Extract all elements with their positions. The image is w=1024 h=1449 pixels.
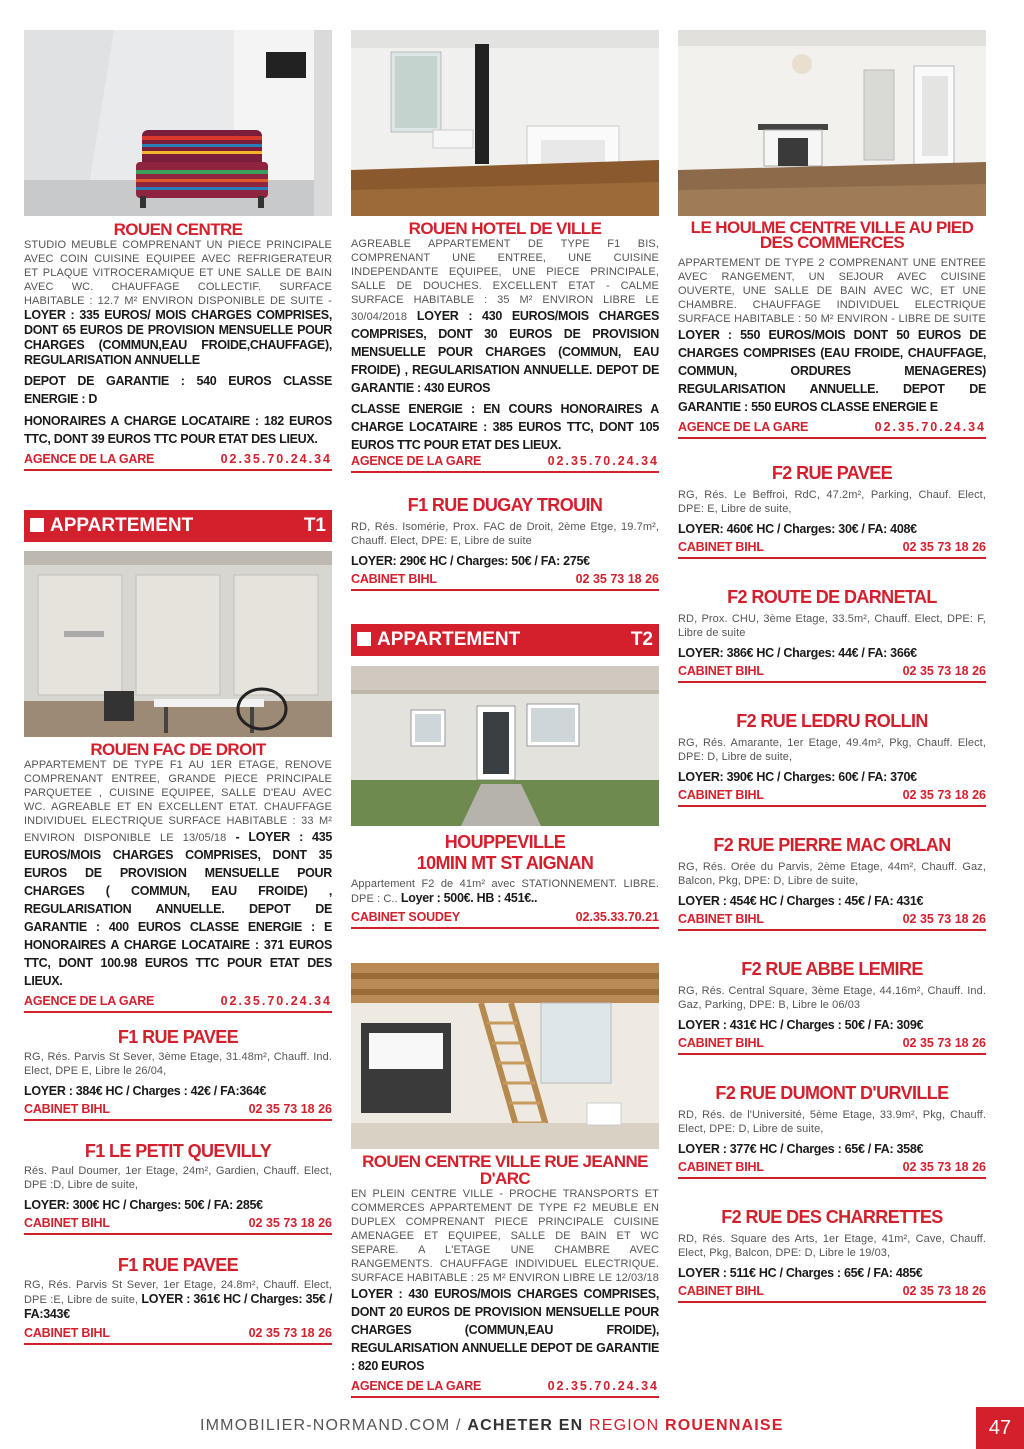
agency-phone[interactable]: 02 35 73 18 26 [575, 572, 659, 586]
agency-row [351, 1379, 659, 1398]
section-banner-t1 [24, 510, 332, 542]
agency-phone[interactable]: 02 35 73 18 26 [902, 1036, 986, 1050]
listing-desc-text: Appartement F2 de 41m² avec STATIONNEMENT. LIBRE. DPE : C.. [351, 878, 659, 905]
agency-row [24, 1216, 332, 1235]
listing-description: RG, Rés. Le Beffroi, RdC, 47.2m², Parking, Chauf. Elect, DPE: E, Libre de suite, [678, 489, 986, 515]
photo-rouen-hotel [351, 30, 659, 216]
agency-row [351, 910, 659, 929]
listing-loyer: - LOYER : 435 EUROS/MOIS CHARGES COMPRISES, DONT 35 EUROS DE PROVISION MENSUELLE POUR CHARGES ( COMMUN, EAU FROIDE) , REGULARISATION ANNUELLE. DEPOT DE GARANTIE : 400 EUROS CLASSE ENERGIE : E HONORAIRES A CHARGE LOCATAIRE : 371 EUROS TTC, DONT 100.98 EUROS TTC POUR ETAT DES LIEUX. [24, 830, 332, 988]
agency-name: CABINET BIHL [678, 1160, 764, 1174]
listing-desc-text: APPARTEMENT DE TYPE F1 AU 1ER ETAGE, RENOVE COMPRENANT ENTREE, GRANDE PIECE PRINCIPALE PARQUETEE , CUISINE EQUIPEE, SALLE D'EAU AVEC WC. AGREABLE ET EN EXCELLENT ETAT. CHAUFFAGE INDIVIDUEL ELECTRIQUE SURFACE HABITABLE : 33 M² ENVIRON DISPONIBLE LE 13/05/18 [24, 759, 332, 844]
footer-text [200, 1417, 784, 1435]
listing-desc-text: AGREABLE APPARTEMENT DE TYPE F1 BIS, COMPRENANT UNE ENTREE, UNE CUISINE INDEPENDANTE EQUIPEE, UNE PIECE PRINCIPALE, SALLE DE DOUCHES. EXCELLENT ETAT - CALME SURFACE HABITABLE : 35 M² ENVIRON LIBRE LE 30/04/2018 [351, 238, 659, 323]
listing-price: LOYER : 454€ HC / Charges : 45€ / FA: 431€ [678, 894, 924, 908]
footer-separator: / [450, 1417, 468, 1434]
agency-row [351, 454, 659, 473]
listing-title: F1 RUE PAVEE [117, 1255, 239, 1275]
agency-row [678, 664, 986, 683]
listing-title: F2 RUE DES CHARRETTES [721, 1207, 943, 1227]
listing-honoraires: HONORAIRES A CHARGE LOCATAIRE : 182 EUROS TTC, DONT 39 EUROS TTC POUR ETAT DES LIEUX. [24, 414, 332, 446]
listing-price: LOYER: 290€ HC / Charges: 50€ / FA: 275€ [351, 554, 590, 568]
listing-description [24, 238, 332, 368]
square-icon [357, 632, 371, 646]
photo-houppeville [351, 666, 659, 826]
listing-title: HOUPPEVILLE [444, 832, 566, 852]
column-3 [678, 30, 986, 1303]
photo-houlme [678, 30, 986, 216]
agency-row [678, 912, 986, 931]
listing-price: LOYER: 460€ HC / Charges: 30€ / FA: 408€ [678, 522, 917, 536]
footer-rouennaise: ROUENNAISE [665, 1417, 784, 1434]
listing-price: LOYER: 390€ HC / Charges: 60€ / FA: 370€ [678, 770, 917, 784]
listing-title: ROUEN CENTRE VILLE RUE JEANNE D'ARC [362, 1152, 648, 1188]
photo-rouen-centre [24, 30, 332, 216]
footer-site-link[interactable]: IMMOBILIER-NORMAND.COM [200, 1417, 451, 1434]
listing-title: ROUEN FAC DE DROIT [90, 740, 266, 759]
duplex-staircase-image [351, 963, 659, 1149]
listing-price: LOYER : 377€ HC / Charges : 65€ / FA: 358€ [678, 1142, 924, 1156]
building-exterior-image [351, 666, 659, 826]
listing-price: LOYER : 511€ HC / Charges : 65€ / FA: 485€ [678, 1266, 923, 1280]
listing-description [24, 758, 332, 990]
agency-row [678, 540, 986, 559]
agency-phone[interactable]: 02 35 73 18 26 [248, 1216, 332, 1230]
listing-title: ROUEN HOTEL DE VILLE [408, 219, 602, 238]
listing-description: Rés. Paul Doumer, 1er Etage, 24m², Gardien, Chauff. Elect, DPE :D, Libre de suite, [24, 1165, 332, 1191]
agency-name: CABINET BIHL [24, 1102, 110, 1116]
agency-phone[interactable]: 02 35 73 18 26 [902, 664, 986, 678]
agency-row [24, 1102, 332, 1121]
agency-name: CABINET BIHL [678, 912, 764, 926]
photo-fac-droit [24, 551, 332, 737]
agency-name: AGENCE DE LA GARE [678, 420, 809, 434]
listing-loyer: LOYER : 335 EUROS/ MOIS CHARGES COMPRISES, DONT 65 EUROS DE PROVISION MENSUELLE POUR CHARGES (COMMUN,EAU FROIDE,CHAUFFAGE), REGULARISATION ANNUELLE [24, 308, 332, 367]
agency-name: CABINET BIHL [678, 540, 764, 554]
listing-desc-text: STUDIO MEUBLE COMPRENANT UN PIECE PRINCIPALE AVEC COIN CUISINE EQUIPEE AVEC REFRIGERATEUR ET PLAQUE VITROCERAMIQUE ET UNE SALLE DE BAIN AVEC WC. CHAUFFAGE COLLECTIF. SURFACE HABITABLE : 12.7 M² ENVIRON DISPONIBLE DE SUITE - [24, 239, 332, 307]
agency-name: AGENCE DE LA GARE [24, 994, 155, 1008]
room-fireplace-doors-image [678, 30, 986, 216]
listing-description [24, 1278, 332, 1322]
room-with-table-image [24, 551, 332, 737]
agency-row [24, 452, 332, 471]
listing-description: RD, Rés. Square des Arts, 1er Etage, 41m², Cave, Chauff. Elect, Pkg, Balcon, DPE: D, Libre le 19/03, [678, 1233, 986, 1259]
agency-row [678, 1284, 986, 1303]
agency-name: CABINET BIHL [24, 1216, 110, 1230]
agency-name: CABINET SOUDEY [351, 910, 461, 924]
listing-description [351, 877, 659, 906]
listing-description [351, 1187, 659, 1375]
listing-desc-text: EN PLEIN CENTRE VILLE - PROCHE TRANSPORTS ET COMMERCES APPARTEMENT DE TYPE F2 MEUBLE EN DUPLEX COMPRENANT PIECE PRINCIPALE CUISINE AMENAGEE ET EQUIPEE, SALLE DE BAIN ET WC SEPARE. A L'ETAGE UNE CHAMBRE AVEC RANGEMENTS. CHAUFFAGE INDIVIDUEL ELECTRIQUE. SURFACE HABITABLE : 25 M² ENVIRON LIBRE LE 12/03/18 [351, 1188, 659, 1284]
agency-row [678, 1160, 986, 1179]
agency-row [678, 1036, 986, 1055]
listing-title: F1 RUE PAVEE [117, 1027, 239, 1047]
listing-title: ROUEN CENTRE [113, 220, 243, 239]
listing-title: F1 LE PETIT QUEVILLY [84, 1141, 272, 1161]
agency-name: AGENCE DE LA GARE [351, 454, 482, 468]
agency-row [678, 420, 986, 439]
photo-jeanne-darc [351, 963, 659, 1149]
listing-title: F2 RUE ABBE LEMIRE [741, 959, 923, 979]
listing-title: F2 RUE PIERRE MAC ORLAN [713, 835, 951, 855]
listing-price: LOYER : 384€ HC / Charges : 42€ / FA:364€ [24, 1084, 266, 1098]
agency-name: AGENCE DE LA GARE [351, 1379, 482, 1393]
agency-name: CABINET BIHL [351, 572, 437, 586]
page-footer [0, 1407, 1024, 1449]
room-fireplace-image [351, 30, 659, 216]
listing-description [351, 237, 659, 397]
page-number: 47 [976, 1407, 1024, 1449]
banner-type: T2 [630, 629, 653, 650]
listing-description: RD, Rés. Isomérie, Prox. FAC de Droit, 2ème Etge, 19.7m², Chauff. Elect, DPE: E, Libre de suite [351, 521, 659, 547]
listing-description: RG, Rés. Central Square, 3ème Etage, 44.16m², Chauff. Ind. Gaz, Parking, DPE: B, Libre le 06/03 [678, 985, 986, 1011]
listing-description: RD, Rés. de l'Université, 5ème Etage, 33.9m², Pkg, Chauff. Elect, DPE: D, Libre de suite, [678, 1109, 986, 1135]
listing-title: F2 RUE DUMONT D'URVILLE [715, 1083, 949, 1103]
listing-price: LOYER : 361€ HC / Charges: 35€ / FA:343€ [24, 1292, 333, 1321]
agency-phone[interactable]: 02.35.70.24.34 [547, 454, 659, 468]
agency-row [351, 572, 659, 591]
listing-loyer: LOYER : 430 EUROS/MOIS CHARGES COMPRISES, DONT 30 EUROS DE PROVISION MENSUELLE POUR CHARGES (COMMUN, EAU FROIDE) , REGULARISATION ANNUELLE. DEPOT DE GARANTIE : 430 EUROS [351, 309, 659, 395]
agency-row [24, 994, 332, 1013]
listing-loyer: LOYER : 550 EUROS/MOIS DONT 50 EUROS DE CHARGES COMPRISES (EAU FROIDE, CHAUFFAGE, COMMUN, ORDURES MENAGERES) REGULARISATION ANNUELLE. DEPOT DE GARANTIE : 550 EUROS CLASSE ENERGIE E [678, 328, 986, 414]
agency-phone[interactable]: 02 35 73 18 26 [902, 912, 986, 926]
agency-phone[interactable]: 02 35 73 18 26 [902, 788, 986, 802]
listing-title: F1 RUE DUGAY TROUIN [407, 495, 603, 515]
agency-phone[interactable]: 02.35.70.24.34 [874, 420, 986, 434]
agency-name: CABINET BIHL [678, 1036, 764, 1050]
listing-subtitle: 10MIN MT ST AIGNAN [416, 853, 594, 873]
listing-title: F2 RUE LEDRU ROLLIN [736, 711, 928, 731]
listing-desc-text: RG, Rés. Parvis St Sever, 1er Etage, 24.8m², Chauff. Elect, DPE :E, Libre de suite, [24, 1279, 332, 1306]
listing-loyer: LOYER : 430 EUROS/MOIS CHARGES COMPRISES, DONT 20 EUROS DE PROVISION MENSUELLE POUR CHARGES (COMMUN,EAU FROIDE), REGULARISATION ANNUELLE DEPOT DE GARANTIE : 820 EUROS [351, 1287, 659, 1373]
agency-row [24, 1326, 332, 1345]
square-icon [30, 518, 44, 532]
listing-desc-text: APPARTEMENT DE TYPE 2 COMPRENANT UNE ENTREE AVEC RANGEMENT, UN SEJOUR AVEC CUISINE OUVERTE, UNE SALLE DE BAIN AVEC WC, ET UNE CHAMBRE. CHAUFFAGE INDIVIDUEL ELECTRIQUE SURFACE HABITABLE : 50 M² ENVIRON - LIBRE DE SUITE [678, 257, 986, 325]
listing-description: RG, Rés. Orée du Parvis, 2ème Etage, 44m², Chauff. Gaz, Balcon, Pkg, DPE: D, Libre de suite, [678, 861, 986, 887]
agency-phone[interactable]: 02.35.70.24.34 [547, 1379, 659, 1393]
listing-classe: CLASSE ENERGIE : EN COURS HONORAIRES A CHARGE LOCATAIRE : 385 EUROS TTC, DONT 105 EUROS TTC POUR ETAT DES LIEUX. [351, 402, 659, 452]
agency-phone[interactable]: 02 35 73 18 26 [248, 1102, 332, 1116]
banner-label: APPARTEMENT [377, 629, 521, 650]
listing-price: LOYER : 431€ HC / Charges : 50€ / FA: 309€ [678, 1018, 924, 1032]
agency-phone[interactable]: 02 35 73 18 26 [248, 1326, 332, 1340]
section-banner-t2 [351, 624, 659, 656]
banner-label: APPARTEMENT [50, 515, 194, 536]
agency-row [678, 788, 986, 807]
listing-title: LE HOULME CENTRE VILLE AU PIED DES COMMERCES [690, 218, 974, 252]
banner-type: T1 [303, 515, 326, 536]
agency-name: CABINET BIHL [678, 1284, 764, 1298]
agency-phone[interactable]: 02 35 73 18 26 [902, 1284, 986, 1298]
footer-region: REGION [589, 1417, 660, 1434]
listing-title: F2 RUE PAVEE [771, 463, 893, 483]
listing-description: RG, Rés. Parvis St Sever, 3ème Etage, 31.48m², Chauff. Ind. Elect, DPE E, Libre le 26/04, [24, 1051, 332, 1077]
listing-price: LOYER: 300€ HC / Charges: 50€ / FA: 285€ [24, 1198, 263, 1212]
listing-description [678, 256, 986, 416]
agency-name: AGENCE DE LA GARE [24, 452, 155, 466]
listing-description: RD, Prox. CHU, 3ème Etage, 33.5m², Chauff. Elect, DPE: F, Libre de suite [678, 613, 986, 639]
studio-sofa-image [24, 30, 332, 216]
listing-price: Loyer : 500€. HB : 451€.. [400, 891, 538, 905]
agency-phone[interactable]: 02 35 73 18 26 [902, 540, 986, 554]
agency-phone[interactable]: 02.35.70.24.34 [220, 994, 332, 1008]
agency-phone[interactable]: 02.35.33.70.21 [575, 910, 659, 924]
listing-description: RG, Rés. Amarante, 1er Etage, 49.4m², Pkg, Chauff. Elect, DPE: D, Libre de suite, [678, 737, 986, 763]
agency-name: CABINET BIHL [24, 1326, 110, 1340]
listing-title: F2 ROUTE DE DARNETAL [727, 587, 937, 607]
agency-name: CABINET BIHL [678, 788, 764, 802]
agency-name: CABINET BIHL [678, 664, 764, 678]
footer-acheter: ACHETER EN [467, 1417, 584, 1434]
listing-depot: DEPOT DE GARANTIE : 540 EUROS CLASSE ENERGIE : D [24, 374, 332, 406]
column-1 [24, 30, 332, 1345]
listing-price: LOYER: 386€ HC / Charges: 44€ / FA: 366€ [678, 646, 917, 660]
agency-phone[interactable]: 02.35.70.24.34 [220, 452, 332, 466]
column-2 [351, 30, 659, 1398]
agency-phone[interactable]: 02 35 73 18 26 [902, 1160, 986, 1174]
